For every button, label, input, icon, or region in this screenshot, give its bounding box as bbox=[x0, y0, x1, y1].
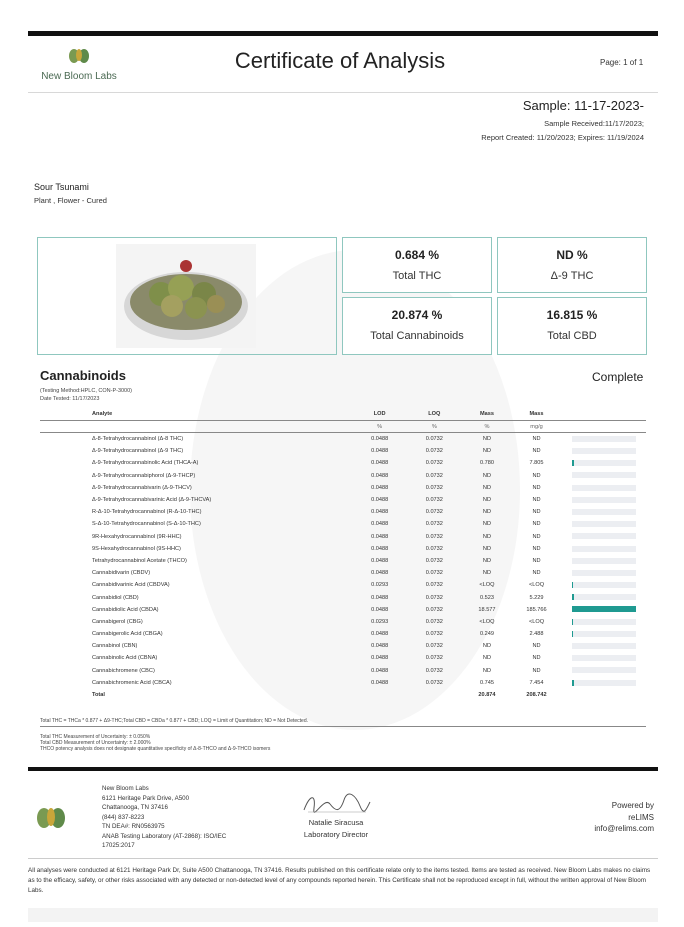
mass-bar bbox=[572, 643, 636, 649]
col-mass-pct: Mass bbox=[462, 408, 512, 421]
formula-note: Total THC = THCa * 0.877 + Δ9-THC;Total CBD = CBDa * 0.877 + CBD; LOQ = Limit of Quantitation; ND = Not Detected. bbox=[40, 718, 308, 724]
mass-mg-value: ND bbox=[532, 521, 541, 528]
lab-dea: TN DEA#: RN0563975 bbox=[102, 823, 165, 830]
footnote-divider bbox=[40, 726, 646, 727]
mass-bar bbox=[572, 680, 636, 686]
lod-value: 0.0488 bbox=[371, 448, 389, 455]
mass-pct-value: ND bbox=[482, 472, 492, 479]
mass-pct-value: <LOQ bbox=[479, 618, 495, 625]
table-row bbox=[40, 628, 646, 640]
analyte-name: Δ-9-Tetrahydrocannabivarin (Δ-9-THCV) bbox=[92, 484, 192, 491]
mass-mg-value: 7.805 bbox=[529, 460, 544, 467]
lab-anab: ANAB Testing Laboratory (AT-2868): ISO/IEC bbox=[102, 832, 227, 840]
mass-mg-value: ND bbox=[532, 497, 541, 504]
mass-bar bbox=[572, 460, 636, 466]
mass-pct-value: ND bbox=[482, 521, 492, 528]
mass-bar bbox=[572, 436, 636, 442]
mass-pct-value: ND bbox=[482, 436, 492, 443]
report-created: Report Created: 11/20/2023; Expires: 11/19/2024 bbox=[481, 133, 644, 142]
analyte-name: Cannabinol (CBN) bbox=[92, 643, 138, 650]
col-lod: LOD bbox=[353, 408, 407, 421]
mass-bar-fill bbox=[572, 619, 573, 625]
loq-value: 0.0732 bbox=[425, 570, 443, 577]
analyte-name: R-Δ-10-Tetrahydrocannabinol (R-Δ-10-THC) bbox=[92, 509, 202, 516]
lab-city: Chattanooga, TN 37416 bbox=[102, 804, 168, 811]
lod-value: 0.0488 bbox=[371, 606, 389, 613]
lab-iso: 17025:2017 bbox=[102, 842, 135, 849]
mass-mg-value: ND bbox=[532, 545, 541, 552]
table-row bbox=[40, 616, 646, 628]
table-row bbox=[40, 543, 646, 555]
loq-value: 0.0732 bbox=[425, 582, 443, 589]
mass-bar-fill bbox=[572, 594, 574, 600]
mass-bar bbox=[572, 546, 636, 552]
units-row bbox=[40, 421, 646, 433]
unit-loq: % bbox=[406, 421, 462, 433]
brand-name: New Bloom Labs bbox=[41, 71, 117, 82]
analyte-name: Cannabigerol (CBG) bbox=[92, 618, 143, 625]
product-image-box bbox=[37, 237, 337, 355]
analyte-name: Cannabichromenic Acid (CBCA) bbox=[92, 679, 172, 686]
mass-bar bbox=[572, 533, 636, 539]
disclaimer: All analyses were conducted at 6121 Heritage Park Dr, Suite A500 Chattanooga, TN 37416. Results published on this certificate relate only to the items tested. Items are tested as received. New Bloom Labs makes no claims as to the efficacy, safety, or other risks associated with any detected or non-detected level of any compounds reported herein. This Certificate shall not be reproduced except in full, without the written approval of New Bloom Labs. bbox=[28, 867, 651, 894]
lab-street: 6121 Heritage Park Drive, A500 bbox=[102, 794, 190, 802]
signer-name: Natalie Siracusa bbox=[308, 818, 364, 827]
analyte-name: S-Δ-10-Tetrahydrocannabinol (S-Δ-10-THC) bbox=[92, 521, 201, 528]
analyte-name: Δ-9-Tetrahydrocannabinolic Acid (THCA-A) bbox=[92, 460, 199, 467]
mass-bar bbox=[572, 521, 636, 527]
lod-value: 0.0488 bbox=[371, 533, 389, 540]
analyte-name: Δ-9-Tetrahydrocannabiphorol (Δ-9-THCP) bbox=[92, 472, 196, 479]
mass-mg-value: 5.229 bbox=[529, 594, 544, 601]
table-row bbox=[40, 518, 646, 530]
page-number: Page: 1 of 1 bbox=[600, 58, 644, 67]
mass-pct-value: 0.780 bbox=[479, 460, 494, 467]
table-row bbox=[40, 591, 646, 603]
sample-title: Sample: 11-17-2023- bbox=[522, 98, 644, 113]
lod-value: 0.0488 bbox=[371, 545, 389, 552]
mass-bar bbox=[572, 582, 636, 588]
top-rule bbox=[28, 31, 658, 36]
table-row bbox=[40, 457, 646, 469]
mass-pct-value: 0.523 bbox=[479, 594, 494, 601]
total-cbd-card bbox=[497, 297, 647, 355]
mass-bar-fill bbox=[572, 460, 575, 466]
lod-value: 0.0488 bbox=[371, 643, 389, 650]
uncertainty-thc: Total THC Measurement of Uncertainty: ± 0.050% bbox=[40, 734, 151, 740]
table-row bbox=[40, 579, 646, 591]
mass-mg-value: ND bbox=[532, 570, 541, 577]
table-row bbox=[40, 433, 646, 446]
total-mg: 208.742 bbox=[526, 692, 547, 699]
cannabinoids-table bbox=[40, 408, 646, 701]
lod-value: 0.0488 bbox=[371, 570, 389, 577]
product-photo bbox=[116, 244, 256, 348]
mass-bar bbox=[572, 558, 636, 564]
mass-mg-value: ND bbox=[532, 533, 541, 540]
table-row bbox=[40, 604, 646, 616]
mass-mg-value: ND bbox=[532, 484, 541, 491]
lod-value: 0.0488 bbox=[371, 460, 389, 467]
powered-by-brand: reLIMS bbox=[628, 812, 654, 822]
signer-role: Laboratory Director bbox=[303, 830, 369, 839]
loq-value: 0.0732 bbox=[425, 557, 443, 564]
mass-mg-value: <LOQ bbox=[528, 618, 545, 625]
mass-mg-value: 2.488 bbox=[529, 631, 544, 638]
lod-value: 0.0488 bbox=[371, 484, 389, 491]
col-mass-mg: Mass bbox=[512, 408, 562, 421]
table-header-row bbox=[40, 408, 646, 421]
analyte-name: 9R-Hexahydrocannabinol (9R-HHC) bbox=[92, 533, 182, 540]
mass-mg-value: <LOQ bbox=[528, 582, 545, 589]
signature-image bbox=[300, 790, 372, 816]
mass-bar bbox=[572, 472, 636, 478]
loq-value: 0.0732 bbox=[425, 643, 443, 650]
loq-value: 0.0732 bbox=[425, 521, 443, 528]
lod-value: 0.0293 bbox=[371, 582, 389, 589]
bottom-rule bbox=[28, 767, 658, 771]
table-row bbox=[40, 652, 646, 664]
mass-bar-fill bbox=[572, 631, 573, 637]
delta9-thc-label: Δ-9 THC bbox=[550, 270, 594, 282]
mass-pct-value: ND bbox=[482, 484, 492, 491]
mass-bar-fill bbox=[572, 582, 573, 588]
lod-value: 0.0488 bbox=[371, 667, 389, 674]
mass-pct-value: ND bbox=[482, 655, 492, 662]
table-row bbox=[40, 555, 646, 567]
loq-value: 0.0732 bbox=[425, 618, 443, 625]
footer-divider bbox=[28, 858, 658, 859]
mass-pct-value: ND bbox=[482, 667, 492, 674]
total-cbd-value: 16.815 % bbox=[546, 308, 598, 322]
powered-by-email[interactable]: info@relims.com bbox=[594, 824, 654, 833]
mass-mg-value: ND bbox=[532, 472, 541, 479]
lab-phone: (844) 837-8223 bbox=[102, 813, 145, 821]
mass-mg-value: ND bbox=[532, 509, 541, 516]
col-loq: LOQ bbox=[406, 408, 462, 421]
loq-value: 0.0732 bbox=[425, 448, 443, 455]
total-cannabinoids-card bbox=[342, 297, 492, 355]
total-cannabinoids-label: Total Cannabinoids bbox=[370, 330, 464, 342]
loq-value: 0.0732 bbox=[425, 472, 443, 479]
mass-bar-fill bbox=[572, 680, 575, 686]
analyte-name: Cannabinolic Acid (CBNA) bbox=[92, 655, 158, 662]
analyte-name: Δ-8-Tetrahydrocannabinol (Δ-8 THC) bbox=[92, 436, 184, 443]
total-row bbox=[40, 689, 646, 701]
brand-logo bbox=[34, 46, 124, 82]
loq-value: 0.0732 bbox=[425, 667, 443, 674]
table-row bbox=[40, 494, 646, 506]
analyte-name: Cannabigerolic Acid (CBGA) bbox=[92, 631, 163, 638]
loq-value: 0.0732 bbox=[425, 460, 443, 467]
analyte-name: Δ-9-Tetrahydrocannabivarinic Acid (Δ-9-THCVA) bbox=[92, 497, 212, 504]
mass-pct-value: ND bbox=[482, 497, 492, 504]
lod-value: 0.0488 bbox=[371, 521, 389, 528]
total-thc-value: 0.684 % bbox=[394, 248, 440, 262]
bottom-band bbox=[28, 908, 658, 922]
analyte-name: Cannabidiol (CBD) bbox=[92, 594, 139, 601]
mass-bar bbox=[572, 509, 636, 515]
table-row bbox=[40, 567, 646, 579]
uncertainty-cbd: Total CBD Measurement of Uncertainty: ± 2.000% bbox=[40, 740, 151, 746]
powered-by bbox=[594, 800, 654, 835]
table-row bbox=[40, 677, 646, 689]
thco-note: THCO potency analysis does not designate quantitative specificity of Δ-8-THCO and Δ-9-THCO isomers bbox=[40, 746, 271, 752]
loq-value: 0.0732 bbox=[425, 497, 443, 504]
loq-value: 0.0732 bbox=[425, 606, 443, 613]
product-name: Sour Tsunami bbox=[34, 182, 89, 192]
loq-value: 0.0732 bbox=[425, 436, 443, 443]
testing-method: (Testing Method:HPLC, CON-P-3000) bbox=[40, 388, 133, 394]
unit-analyte bbox=[40, 421, 353, 433]
lod-value: 0.0488 bbox=[371, 557, 389, 564]
mass-bar bbox=[572, 667, 636, 673]
mass-bar bbox=[572, 606, 636, 612]
mass-bar bbox=[572, 570, 636, 576]
table-row bbox=[40, 640, 646, 652]
mass-bar-fill bbox=[572, 606, 636, 612]
analyte-name: Cannabichromene (CBC) bbox=[92, 667, 155, 674]
mass-mg-value: ND bbox=[532, 557, 541, 564]
mass-bar bbox=[572, 619, 636, 625]
total-cbd-label: Total CBD bbox=[547, 330, 597, 342]
table-row bbox=[40, 482, 646, 494]
loq-value: 0.0732 bbox=[425, 533, 443, 540]
mass-pct-value: 0.745 bbox=[479, 679, 494, 686]
leaf-logo-icon bbox=[34, 804, 68, 830]
mass-pct-value: ND bbox=[482, 448, 492, 455]
lod-value: 0.0488 bbox=[371, 509, 389, 516]
table-row bbox=[40, 665, 646, 677]
total-thc-label: Total THC bbox=[392, 270, 442, 282]
total-label: Total bbox=[92, 692, 105, 699]
lod-value: 0.0488 bbox=[371, 497, 389, 504]
loq-value: 0.0732 bbox=[425, 631, 443, 638]
mass-pct-value: ND bbox=[482, 643, 492, 650]
sample-received: Sample Received:11/17/2023; bbox=[544, 119, 644, 128]
mass-pct-value: 18.577 bbox=[478, 606, 496, 613]
lab-name: New Bloom Labs bbox=[102, 785, 149, 792]
mass-bar bbox=[572, 655, 636, 661]
mass-pct-value: ND bbox=[482, 557, 492, 564]
loq-value: 0.0732 bbox=[425, 545, 443, 552]
analyte-name: Tetrahydrocannabinol Acetate (THCO) bbox=[92, 557, 187, 564]
leaf-logo-icon bbox=[67, 46, 91, 64]
loq-value: 0.0732 bbox=[425, 594, 443, 601]
total-thc-card bbox=[342, 237, 492, 293]
analyte-name: Δ-9-Tetrahydrocannabinol (Δ-9 THC) bbox=[92, 448, 184, 455]
page-title: Certificate of Analysis bbox=[234, 48, 446, 73]
mass-mg-value: ND bbox=[532, 436, 541, 443]
mass-pct-value: <LOQ bbox=[479, 582, 495, 589]
mass-mg-value: 185.766 bbox=[526, 606, 547, 613]
loq-value: 0.0732 bbox=[425, 509, 443, 516]
mass-mg-value: ND bbox=[532, 448, 541, 455]
mass-pct-value: ND bbox=[482, 570, 492, 577]
lod-value: 0.0488 bbox=[371, 472, 389, 479]
total-pct: 20.874 bbox=[478, 692, 496, 699]
lod-value: 0.0488 bbox=[371, 655, 389, 662]
mass-pct-value: ND bbox=[482, 533, 492, 540]
unit-mass-pct: % bbox=[462, 421, 512, 433]
analyte-name: Cannabidiolic Acid (CBDA) bbox=[92, 606, 159, 613]
table-row bbox=[40, 531, 646, 543]
delta9-thc-value: ND % bbox=[556, 248, 588, 262]
mass-mg-value: 7.454 bbox=[529, 679, 544, 686]
loq-value: 0.0732 bbox=[425, 484, 443, 491]
lod-value: 0.0293 bbox=[371, 618, 389, 625]
lod-value: 0.0488 bbox=[371, 594, 389, 601]
table-row bbox=[40, 470, 646, 482]
mass-pct-value: 0.249 bbox=[479, 631, 494, 638]
analyte-name: Cannabidivarin (CBDV) bbox=[92, 570, 151, 577]
mass-mg-value: ND bbox=[532, 667, 541, 674]
status-complete: Complete bbox=[592, 370, 644, 384]
lod-value: 0.0488 bbox=[371, 631, 389, 638]
powered-by-label: Powered by bbox=[611, 801, 654, 810]
cannabinoids-title: Cannabinoids bbox=[40, 368, 126, 383]
mass-bar bbox=[572, 631, 636, 637]
date-tested: Date Tested: 11/17/2023 bbox=[40, 396, 100, 402]
mass-bar bbox=[572, 448, 636, 454]
col-analyte: Analyte bbox=[40, 408, 353, 421]
mass-bar bbox=[572, 497, 636, 503]
col-bar bbox=[561, 408, 646, 421]
mass-pct-value: ND bbox=[482, 509, 492, 516]
mass-bar bbox=[572, 594, 636, 600]
unit-mass-mg: mg/g bbox=[512, 421, 562, 433]
mass-mg-value: ND bbox=[532, 655, 541, 662]
loq-value: 0.0732 bbox=[425, 679, 443, 686]
analyte-name: Cannabidivarinic Acid (CBDVA) bbox=[92, 582, 170, 589]
mass-mg-value: ND bbox=[532, 643, 541, 650]
product-type: Plant , Flower - Cured bbox=[34, 196, 107, 205]
mass-pct-value: ND bbox=[482, 545, 492, 552]
total-cannabinoids-value: 20.874 % bbox=[391, 308, 443, 322]
analyte-name: 9S-Hexahydrocannabinol (9S-HHC) bbox=[92, 545, 181, 552]
lab-address bbox=[102, 784, 226, 851]
unit-lod: % bbox=[353, 421, 407, 433]
delta9-thc-card bbox=[497, 237, 647, 293]
mass-bar bbox=[572, 485, 636, 491]
table-row bbox=[40, 506, 646, 518]
loq-value: 0.0732 bbox=[425, 655, 443, 662]
lod-value: 0.0488 bbox=[371, 436, 389, 443]
lod-value: 0.0488 bbox=[371, 679, 389, 686]
table-row bbox=[40, 445, 646, 457]
